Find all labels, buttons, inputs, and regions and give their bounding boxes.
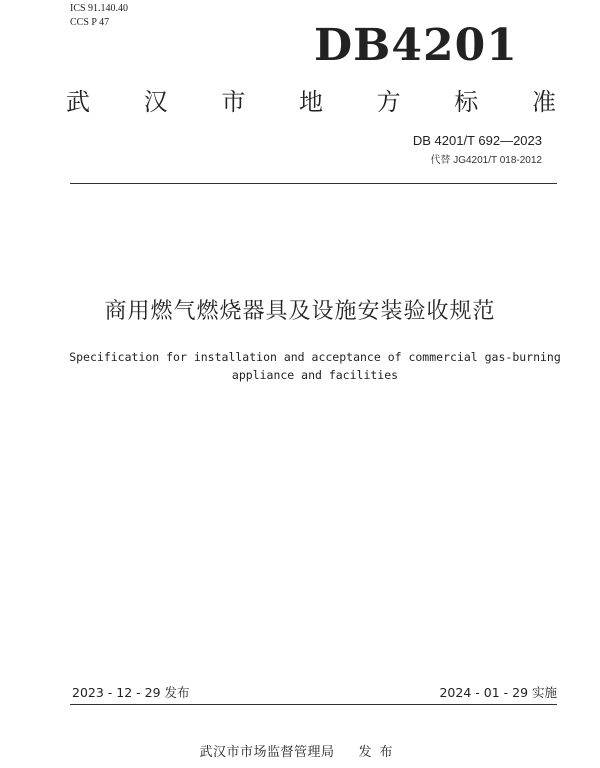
english-title-line-2: appliance and facilities [231, 368, 399, 382]
issuing-authority-heading [66, 84, 556, 120]
authority-char: 标 [454, 88, 479, 116]
publisher-line [0, 744, 600, 762]
authority-char: 汉 [143, 88, 168, 116]
ics-code: ICS 91.140.40 [70, 3, 129, 14]
english-title [60, 348, 570, 384]
authority-char: 市 [221, 88, 246, 116]
publisher-action: 发布 [358, 745, 401, 760]
db-logo: DB4201 [314, 20, 518, 71]
authority-char: 方 [376, 88, 401, 116]
top-divider [70, 183, 557, 184]
authority-char: 地 [298, 88, 323, 116]
authority-char: 准 [531, 88, 556, 116]
chinese-title: 商用燃气燃烧器具及设施安装验收规范 [104, 299, 496, 324]
ccs-code: CCS P 47 [70, 17, 110, 28]
publisher-org: 武汉市市场监督管理局 [199, 745, 335, 760]
authority-char: 武 [66, 88, 90, 116]
replaces-standard: 代替 JG4201/T 018-2012 [430, 155, 542, 166]
english-title-line-1: Specification for installation and acceptance of commercial gas-burning [69, 350, 561, 364]
issue-date: 2023 - 12 - 29 发布 [72, 685, 190, 700]
implementation-date: 2024 - 01 - 29 实施 [439, 685, 557, 700]
standard-number: DB 4201/T 692—2023 [412, 133, 542, 148]
bottom-divider [70, 704, 557, 705]
